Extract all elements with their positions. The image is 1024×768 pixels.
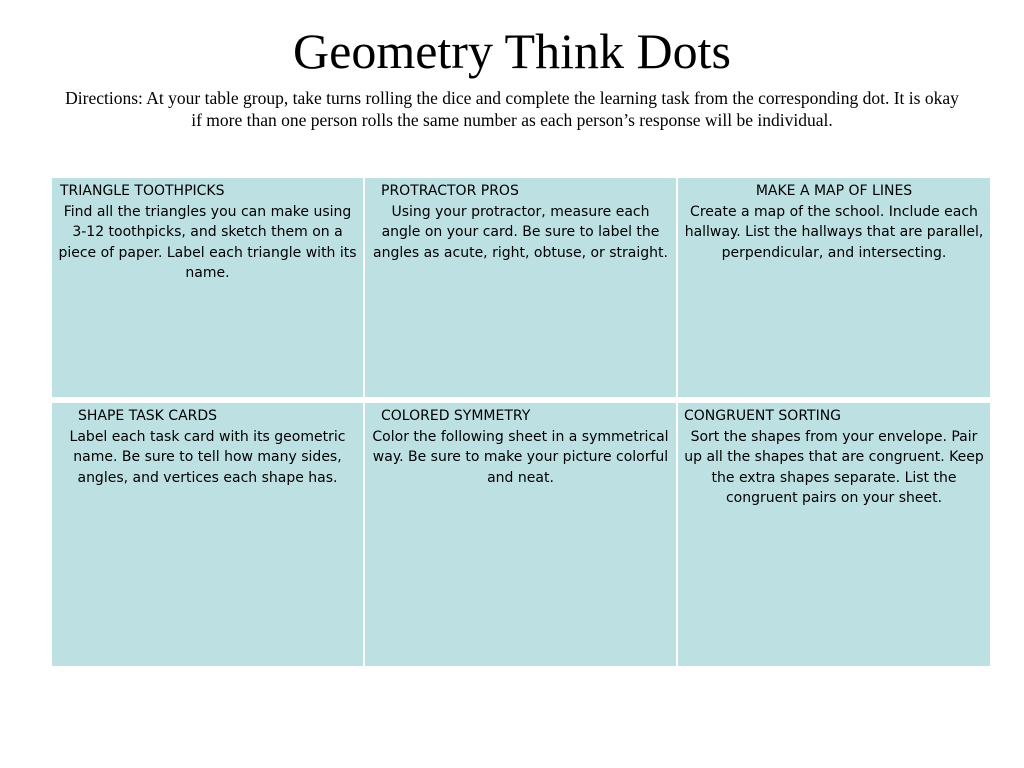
card-heading: MAKE A MAP OF LINES: [755, 183, 913, 199]
card-protractor-pros: [365, 178, 676, 397]
card-heading: TRIANGLE TOOTHPICKS: [60, 183, 225, 199]
card-heading: SHAPE TASK CARDS: [78, 408, 218, 424]
card-colored-symmetry: [365, 403, 676, 666]
card-congruent-sorting: [678, 403, 990, 666]
card-heading: COLORED SYMMETRY: [381, 408, 531, 424]
directions-text: Directions: At your table group, take turns rolling the dice and complete the learning task from the corresponding dot. It is okay if more than one person rolls the same number as each person’s response will be individual.: [65, 88, 959, 130]
card-body: Find all the triangles you can make using 3-12 toothpicks, and sketch them on a piece of paper. Label each triangle with its name.: [58, 203, 357, 281]
card-triangle-toothpicks: [52, 178, 363, 397]
card-make-a-map-of-lines: [678, 178, 990, 397]
card-body: Create a map of the school. Include each hallway. List the hallways that are parallel, perpendicular, and intersecting.: [684, 203, 984, 261]
card-body: Color the following sheet in a symmetrical way. Be sure to make your picture colorful and neat.: [372, 428, 669, 486]
card-body: Using your protractor, measure each angle on your card. Be sure to label the angles as acute, right, obtuse, or straight.: [373, 203, 668, 261]
think-dots-grid: [52, 178, 990, 666]
card-shape-task-cards: [52, 403, 363, 666]
card-body: Sort the shapes from your envelope. Pair up all the shapes that are congruent. Keep the extra shapes separate. List the congruent pairs on your sheet.: [684, 428, 984, 506]
card-body: Label each task card with its geometric name. Be sure to tell how many sides, angles, and vertices each shape has.: [69, 428, 346, 486]
card-heading: PROTRACTOR PROS: [381, 183, 519, 199]
page-title: Geometry Think Dots: [293, 23, 731, 79]
card-heading: CONGRUENT SORTING: [684, 408, 842, 424]
